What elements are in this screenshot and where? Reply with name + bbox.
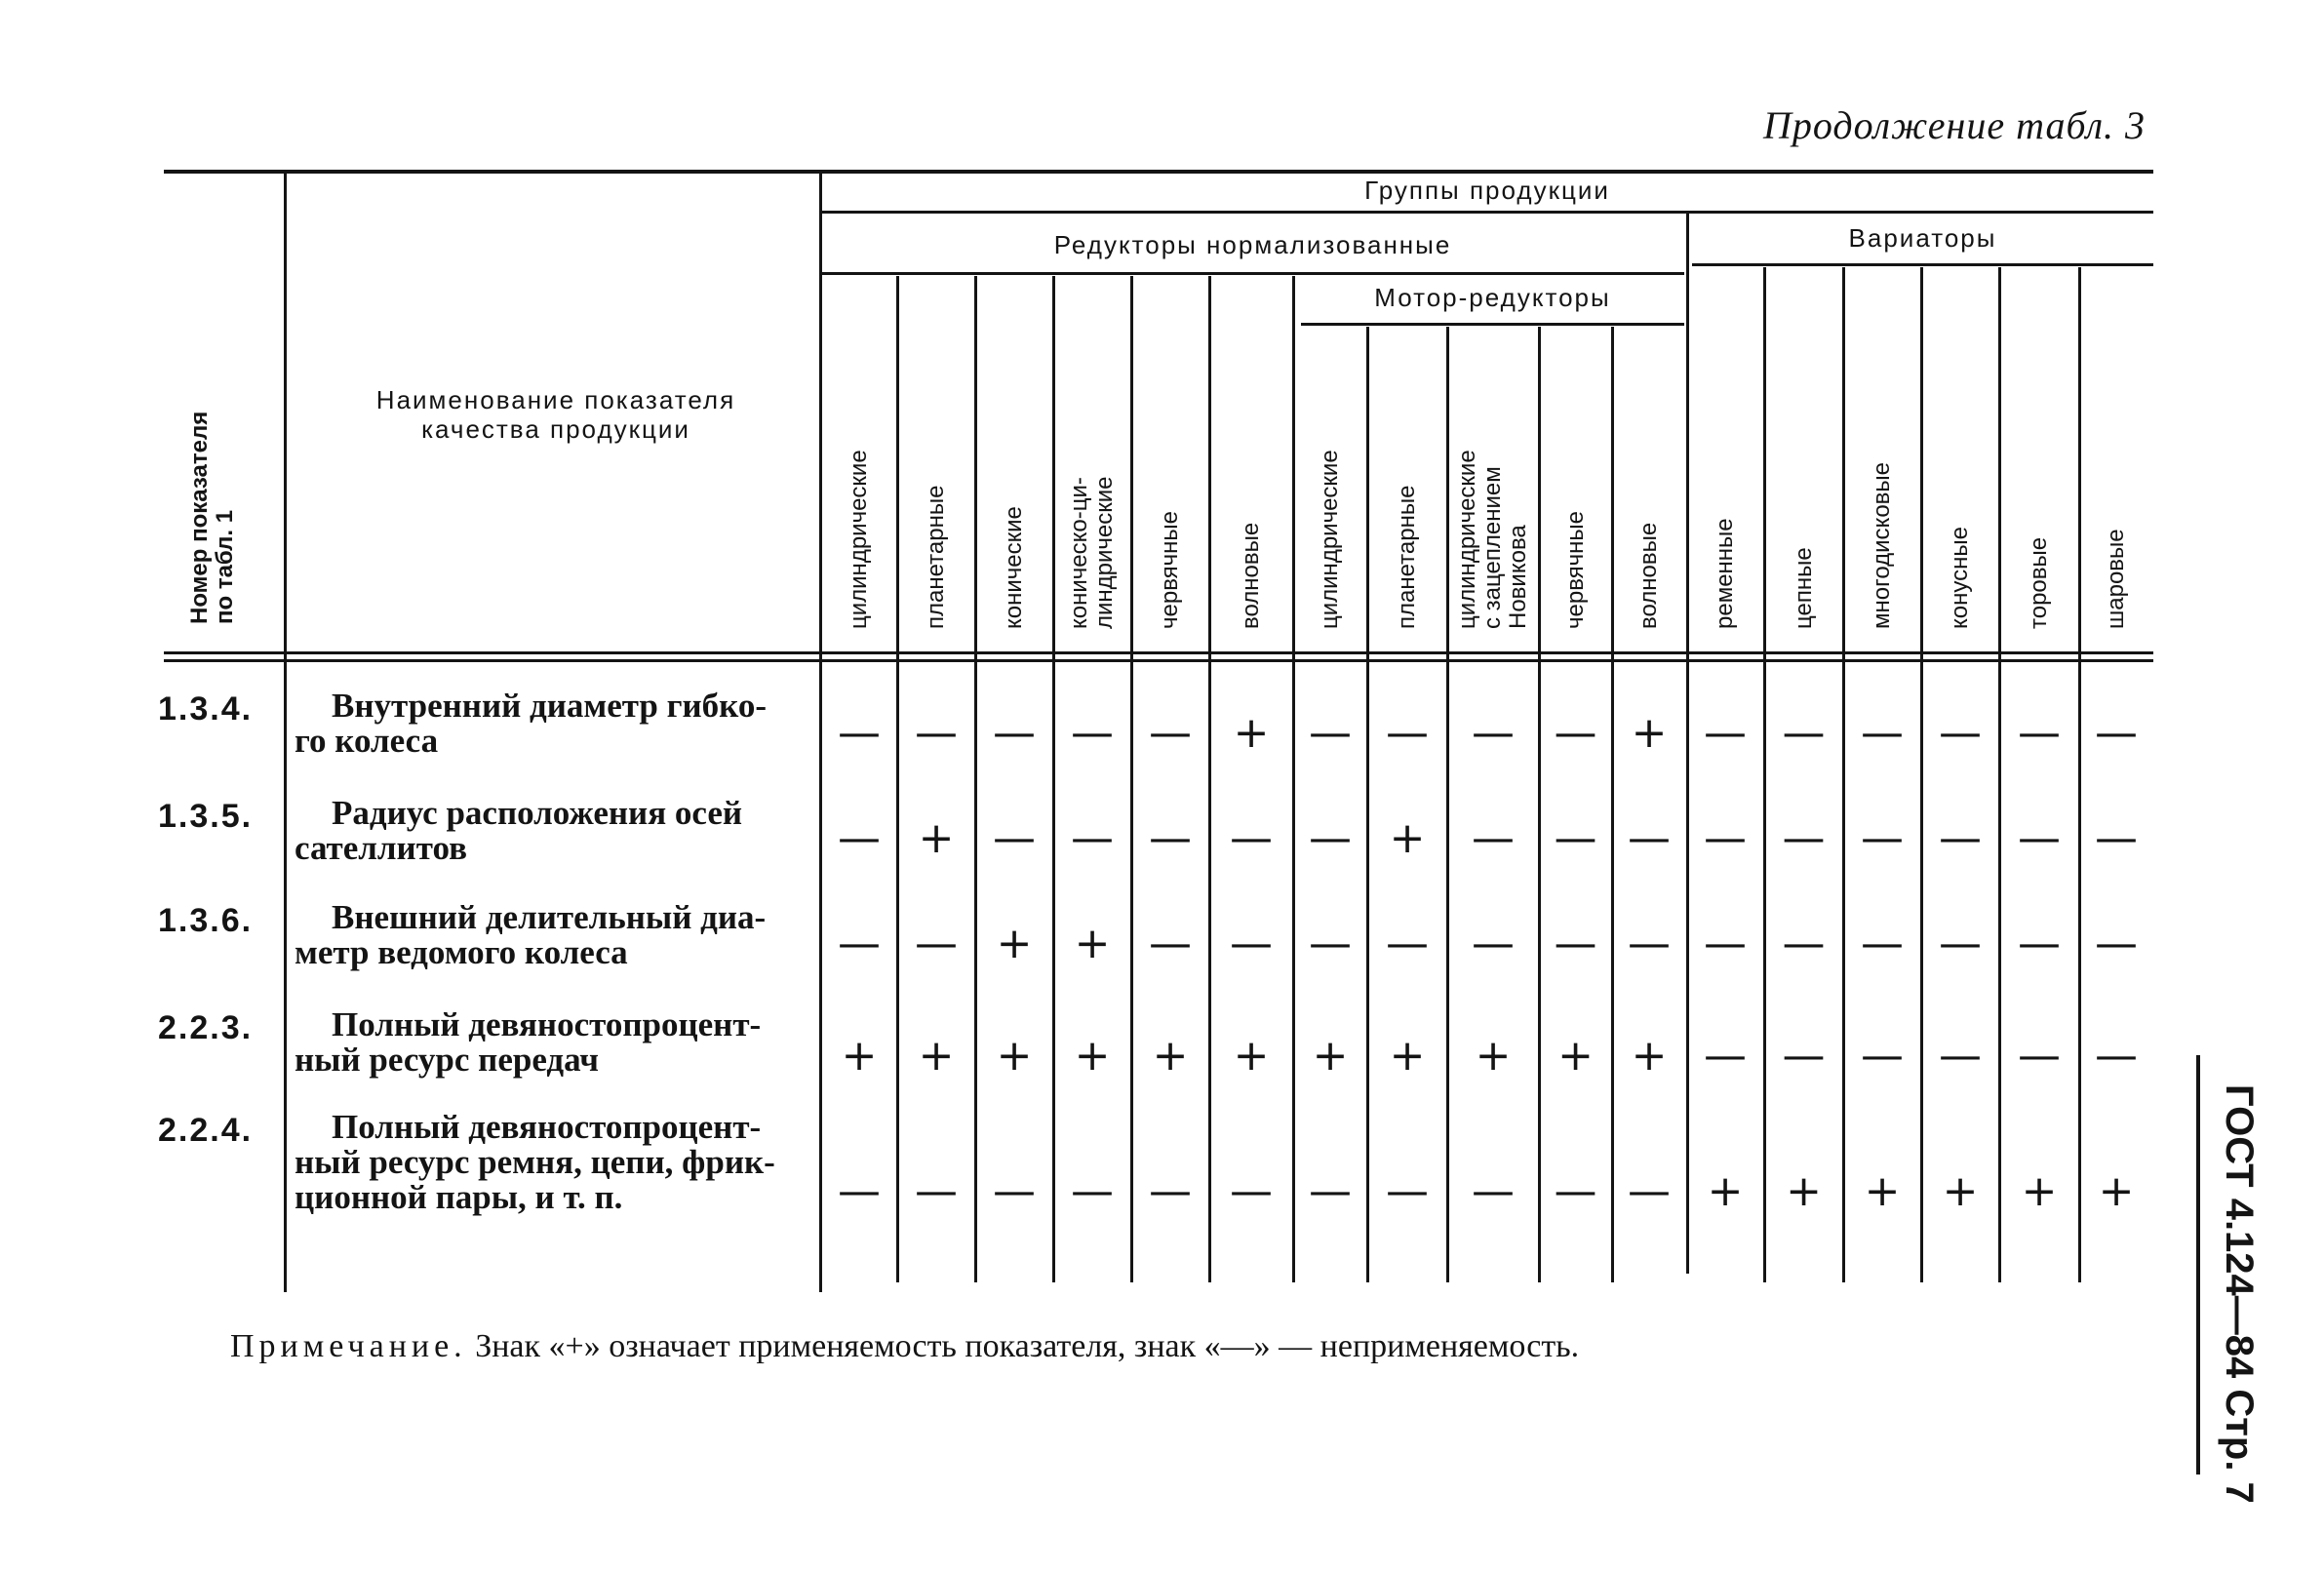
column-divider xyxy=(1208,276,1211,1282)
applicable-mark: + xyxy=(2021,1166,2058,1216)
applicable-mark: + xyxy=(1475,1031,1512,1081)
not-applicable-mark: — xyxy=(1782,813,1826,863)
motor-reducers-rule xyxy=(1301,323,1684,326)
side-rule xyxy=(2196,1055,2200,1475)
not-applicable-mark: — xyxy=(1704,708,1747,758)
not-applicable-mark: — xyxy=(1939,1031,1982,1081)
column-header-5: волновые xyxy=(1238,522,1264,629)
not-applicable-mark: — xyxy=(2095,708,2138,758)
number-column-divider xyxy=(284,174,287,1292)
column-header-15: торовые xyxy=(2026,536,2052,629)
not-applicable-mark: — xyxy=(1861,919,1904,968)
note-label: Примечание. xyxy=(230,1328,467,1364)
column-header-4: червячные xyxy=(1157,510,1183,629)
not-applicable-mark: — xyxy=(1149,1166,1192,1216)
note-text: Знак «+» означает применяемость показателя, знак «—» — неприменяемость. xyxy=(475,1328,1580,1364)
not-applicable-mark: — xyxy=(1230,1166,1273,1216)
column-header-11: ременные xyxy=(1712,518,1738,629)
column-header-number: Номер показателя по табл. 1 xyxy=(186,411,238,624)
column-divider xyxy=(1446,327,1449,1282)
applicable-mark: + xyxy=(996,1031,1033,1081)
column-header-16: шаровые xyxy=(2103,529,2129,629)
not-applicable-mark: — xyxy=(2018,813,2061,863)
not-applicable-mark: — xyxy=(1861,708,1904,758)
reducers-title: Редукторы нормализованные xyxy=(1053,230,1452,259)
row-indicator-name: Полный девяностопроцент- ный ресурс передач xyxy=(295,1005,762,1079)
not-applicable-mark: — xyxy=(993,1166,1036,1216)
applicable-mark: + xyxy=(996,919,1033,968)
column-header-3: коническо-ци- линдрические xyxy=(1066,476,1118,629)
row-indicator-name: Полный девяностопроцент- ный ресурс ремня, цепи, фрик- ционной пары, и т. п. xyxy=(295,1108,775,1216)
applicable-mark: + xyxy=(1233,1031,1270,1081)
not-applicable-mark: — xyxy=(1472,1166,1515,1216)
column-header-8: цилиндрические с зацеплением Новикова xyxy=(1454,450,1531,629)
not-applicable-mark: — xyxy=(915,919,958,968)
not-applicable-mark: — xyxy=(1071,813,1114,863)
not-applicable-mark: — xyxy=(2095,813,2138,863)
not-applicable-mark: — xyxy=(838,708,881,758)
applicable-mark: + xyxy=(1942,1166,1979,1216)
column-header-0: цилиндрические xyxy=(846,450,872,629)
not-applicable-mark: — xyxy=(1554,919,1597,968)
column-header-7: планетарные xyxy=(1394,485,1420,629)
not-applicable-mark: — xyxy=(838,919,881,968)
not-applicable-mark: — xyxy=(1704,1031,1747,1081)
row-number: 1.3.5. xyxy=(158,798,254,835)
standard-page-label: ГОСТ 4.124—84 Стр. 7 xyxy=(2218,1084,2261,1504)
not-applicable-mark: — xyxy=(915,1166,958,1216)
not-applicable-mark: — xyxy=(1386,708,1429,758)
column-header-6: цилиндрические xyxy=(1317,450,1343,629)
not-applicable-mark: — xyxy=(1309,1166,1352,1216)
not-applicable-mark: — xyxy=(1149,708,1192,758)
row-number: 1.3.4. xyxy=(158,690,254,728)
column-divider xyxy=(2078,267,2081,1282)
not-applicable-mark: — xyxy=(1861,813,1904,863)
row-number: 1.3.6. xyxy=(158,902,254,939)
row-number: 2.2.4. xyxy=(158,1112,254,1149)
column-header-13: многодисковые xyxy=(1869,461,1895,629)
not-applicable-mark: — xyxy=(993,708,1036,758)
name-column-divider xyxy=(819,174,822,1292)
applicable-mark: + xyxy=(918,1031,955,1081)
not-applicable-mark: — xyxy=(1782,919,1826,968)
not-applicable-mark: — xyxy=(2018,919,2061,968)
row-indicator-name: Внутренний диаметр гибко- го колеса xyxy=(295,687,768,760)
variators-title: Вариаторы xyxy=(1848,223,1997,253)
applicable-mark: + xyxy=(1389,1031,1426,1081)
groups-rule xyxy=(821,211,2153,214)
not-applicable-mark: — xyxy=(2018,708,2061,758)
not-applicable-mark: — xyxy=(1071,1166,1114,1216)
table-top-rule xyxy=(164,170,2153,174)
column-divider xyxy=(1538,327,1541,1282)
column-header-12: цепные xyxy=(1790,547,1817,629)
applicable-mark: + xyxy=(1074,1031,1111,1081)
column-divider xyxy=(1130,276,1133,1282)
not-applicable-mark: — xyxy=(2095,919,2138,968)
column-header-1: планетарные xyxy=(923,485,949,629)
motor-reducers-divider xyxy=(1292,276,1295,1282)
variators-rule xyxy=(1692,263,2153,266)
column-divider xyxy=(1763,267,1766,1282)
not-applicable-mark: — xyxy=(1861,1031,1904,1081)
not-applicable-mark: — xyxy=(915,708,958,758)
applicable-mark: + xyxy=(1557,1031,1594,1081)
not-applicable-mark: — xyxy=(1628,1166,1671,1216)
column-divider xyxy=(1842,267,1845,1282)
column-header-14: конусные xyxy=(1947,527,1973,629)
not-applicable-mark: — xyxy=(1230,919,1273,968)
column-divider xyxy=(1920,267,1923,1282)
table-continuation-caption: Продолжение табл. 3 xyxy=(1763,103,2147,147)
column-divider xyxy=(1998,267,2001,1282)
column-header-10: волновые xyxy=(1635,522,1662,629)
motor-reducers-title: Мотор-редукторы xyxy=(1374,283,1611,312)
not-applicable-mark: — xyxy=(1939,813,1982,863)
table-note xyxy=(230,1328,1579,1365)
not-applicable-mark: — xyxy=(1230,813,1273,863)
applicable-mark: + xyxy=(1864,1166,1901,1216)
not-applicable-mark: — xyxy=(1782,708,1826,758)
not-applicable-mark: — xyxy=(1149,813,1192,863)
applicable-mark: + xyxy=(1233,708,1270,758)
not-applicable-mark: — xyxy=(1309,919,1352,968)
not-applicable-mark: — xyxy=(838,813,881,863)
not-applicable-mark: — xyxy=(1386,1166,1429,1216)
applicable-mark: + xyxy=(1312,1031,1349,1081)
column-divider xyxy=(1366,327,1369,1282)
not-applicable-mark: — xyxy=(2018,1031,2061,1081)
not-applicable-mark: — xyxy=(1939,708,1982,758)
not-applicable-mark: — xyxy=(1472,708,1515,758)
reducers-rule xyxy=(821,272,1684,275)
reducers-variators-divider xyxy=(1686,211,1689,1274)
not-applicable-mark: — xyxy=(1554,813,1597,863)
not-applicable-mark: — xyxy=(838,1166,881,1216)
applicable-mark: + xyxy=(918,813,955,863)
not-applicable-mark: — xyxy=(1704,919,1747,968)
not-applicable-mark: — xyxy=(1554,1166,1597,1216)
column-divider xyxy=(974,276,977,1282)
not-applicable-mark: — xyxy=(1472,813,1515,863)
groups-title: Группы продукции xyxy=(1364,176,1610,205)
applicable-mark: + xyxy=(1631,1031,1668,1081)
column-header-name: Наименование показателя качества продукции xyxy=(375,385,736,444)
not-applicable-mark: — xyxy=(1309,708,1352,758)
applicable-mark: + xyxy=(841,1031,878,1081)
applicable-mark: + xyxy=(2098,1166,2135,1216)
not-applicable-mark: — xyxy=(1309,813,1352,863)
applicable-mark: + xyxy=(1152,1031,1189,1081)
applicable-mark: + xyxy=(1707,1166,1744,1216)
applicable-mark: + xyxy=(1631,708,1668,758)
applicable-mark: + xyxy=(1389,813,1426,863)
not-applicable-mark: — xyxy=(1628,919,1671,968)
applicable-mark: + xyxy=(1786,1166,1822,1216)
row-indicator-name: Внешний делительный диа- метр ведомого колеса xyxy=(295,898,767,971)
not-applicable-mark: — xyxy=(1071,708,1114,758)
column-divider xyxy=(1611,327,1614,1282)
not-applicable-mark: — xyxy=(1472,919,1515,968)
column-divider xyxy=(1052,276,1055,1282)
not-applicable-mark: — xyxy=(1628,813,1671,863)
header-bottom-rule-2 xyxy=(164,659,2153,662)
applicable-mark: + xyxy=(1074,919,1111,968)
row-number: 2.2.3. xyxy=(158,1009,254,1046)
not-applicable-mark: — xyxy=(1782,1031,1826,1081)
not-applicable-mark: — xyxy=(1149,919,1192,968)
not-applicable-mark: — xyxy=(1386,919,1429,968)
not-applicable-mark: — xyxy=(2095,1031,2138,1081)
column-header-2: конические xyxy=(1001,506,1027,629)
not-applicable-mark: — xyxy=(1554,708,1597,758)
not-applicable-mark: — xyxy=(993,813,1036,863)
not-applicable-mark: — xyxy=(1939,919,1982,968)
row-indicator-name: Радиус расположения осей сателлитов xyxy=(295,794,743,867)
header-bottom-rule-1 xyxy=(164,651,2153,654)
column-divider xyxy=(896,276,899,1282)
column-header-9: червячные xyxy=(1561,510,1589,629)
not-applicable-mark: — xyxy=(1704,813,1747,863)
